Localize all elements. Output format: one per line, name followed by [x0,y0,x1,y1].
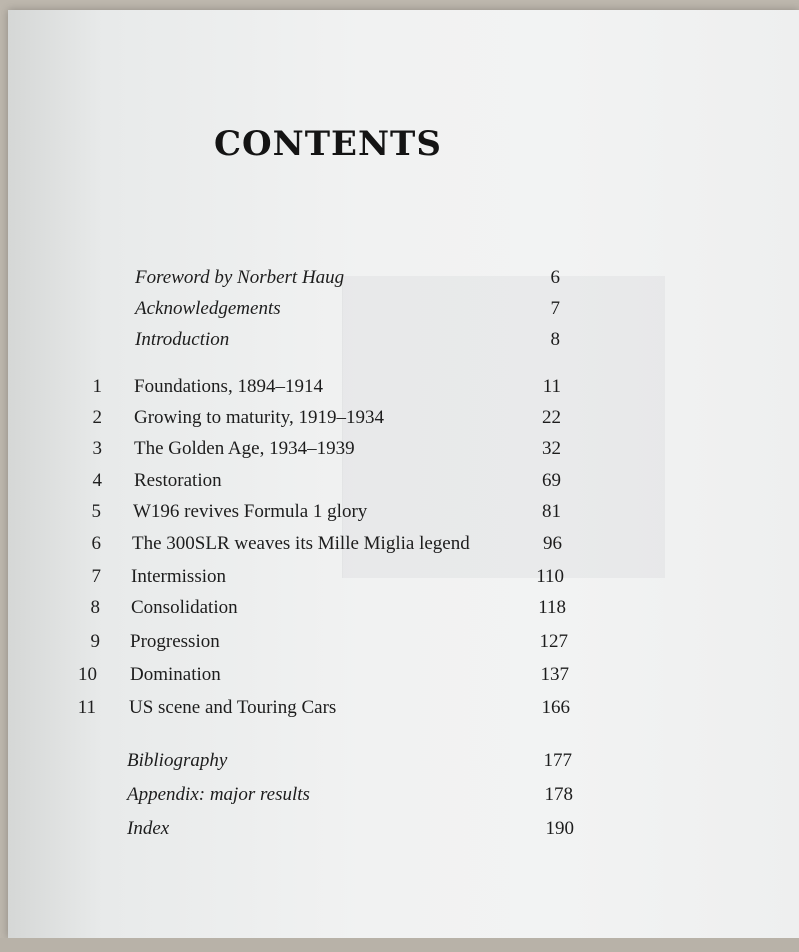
toc-chapter-row [0,435,799,463]
chapter-number: 11 [77,697,96,718]
chapter-number: 2 [92,407,102,428]
chapter-title: US scene and Touring Cars [129,697,337,718]
toc-chapter-row [0,661,799,689]
chapter-number: 4 [92,470,102,491]
chapter-title: The Golden Age, 1934–1939 [134,438,355,459]
chapter-title: The 300SLR weaves its Mille Miglia legend [132,533,470,554]
toc-page-number: 178 [544,784,573,805]
chapter-page-number: 166 [541,697,570,718]
chapter-title: Intermission [131,566,226,587]
toc-title: Index [127,818,170,839]
chapter-number: 8 [90,597,100,618]
chapter-title: Restoration [134,470,222,491]
toc-entry-appendix [0,781,799,809]
chapter-page-number: 118 [538,597,566,618]
toc-title: Bibliography [127,750,228,771]
chapter-page-number: 96 [543,533,562,554]
chapter-number: 1 [92,376,102,397]
toc-page-number: 177 [543,750,572,771]
toc-chapter-row [0,498,799,526]
chapter-page-number: 137 [540,664,569,685]
toc-entry-index [0,815,799,843]
toc-page-number: 190 [545,818,574,839]
chapter-number: 6 [91,533,101,554]
chapter-number: 7 [91,566,101,587]
chapter-number: 3 [92,438,102,459]
toc-chapter-row [0,594,799,622]
toc-chapter-row [0,467,799,495]
toc-page-number: 6 [550,267,560,288]
chapter-title: Foundations, 1894–1914 [134,376,323,397]
chapter-page-number: 11 [542,376,561,397]
chapter-title: Progression [130,631,220,652]
toc-chapter-row [0,530,799,558]
toc-page-number: 7 [550,298,560,319]
chapter-title: Growing to maturity, 1919–1934 [134,407,384,428]
toc-chapter-row [0,373,799,401]
toc-entry-foreword [0,264,799,292]
chapter-number: 10 [78,664,97,685]
chapter-title: Consolidation [131,597,238,618]
chapter-title: Domination [130,664,221,685]
toc-chapter-row [0,404,799,432]
chapter-page-number: 81 [542,501,561,522]
toc-title: Acknowledgements [135,298,281,319]
chapter-page-number: 69 [542,470,561,491]
chapter-page-number: 32 [542,438,561,459]
chapter-number: 9 [90,631,100,652]
toc-entry-acknowledgements [0,295,799,323]
toc-chapter-row [0,694,799,722]
toc-chapter-row [0,628,799,656]
chapter-title: W196 revives Formula 1 glory [133,501,368,522]
toc-title: Foreword by Norbert Haug [135,267,345,288]
toc-entry-bibliography [0,747,799,775]
chapter-page-number: 127 [539,631,568,652]
toc-entry-introduction [0,326,799,354]
toc-page-number: 8 [550,329,560,350]
toc-chapter-row [0,563,799,591]
page-bottom-edge [0,938,799,952]
chapter-page-number: 22 [542,407,561,428]
toc-title: Introduction [135,329,230,350]
toc-title: Appendix: major results [127,784,310,805]
page-title: CONTENTS [214,124,442,164]
chapter-page-number: 110 [536,566,564,587]
chapter-number: 5 [91,501,101,522]
